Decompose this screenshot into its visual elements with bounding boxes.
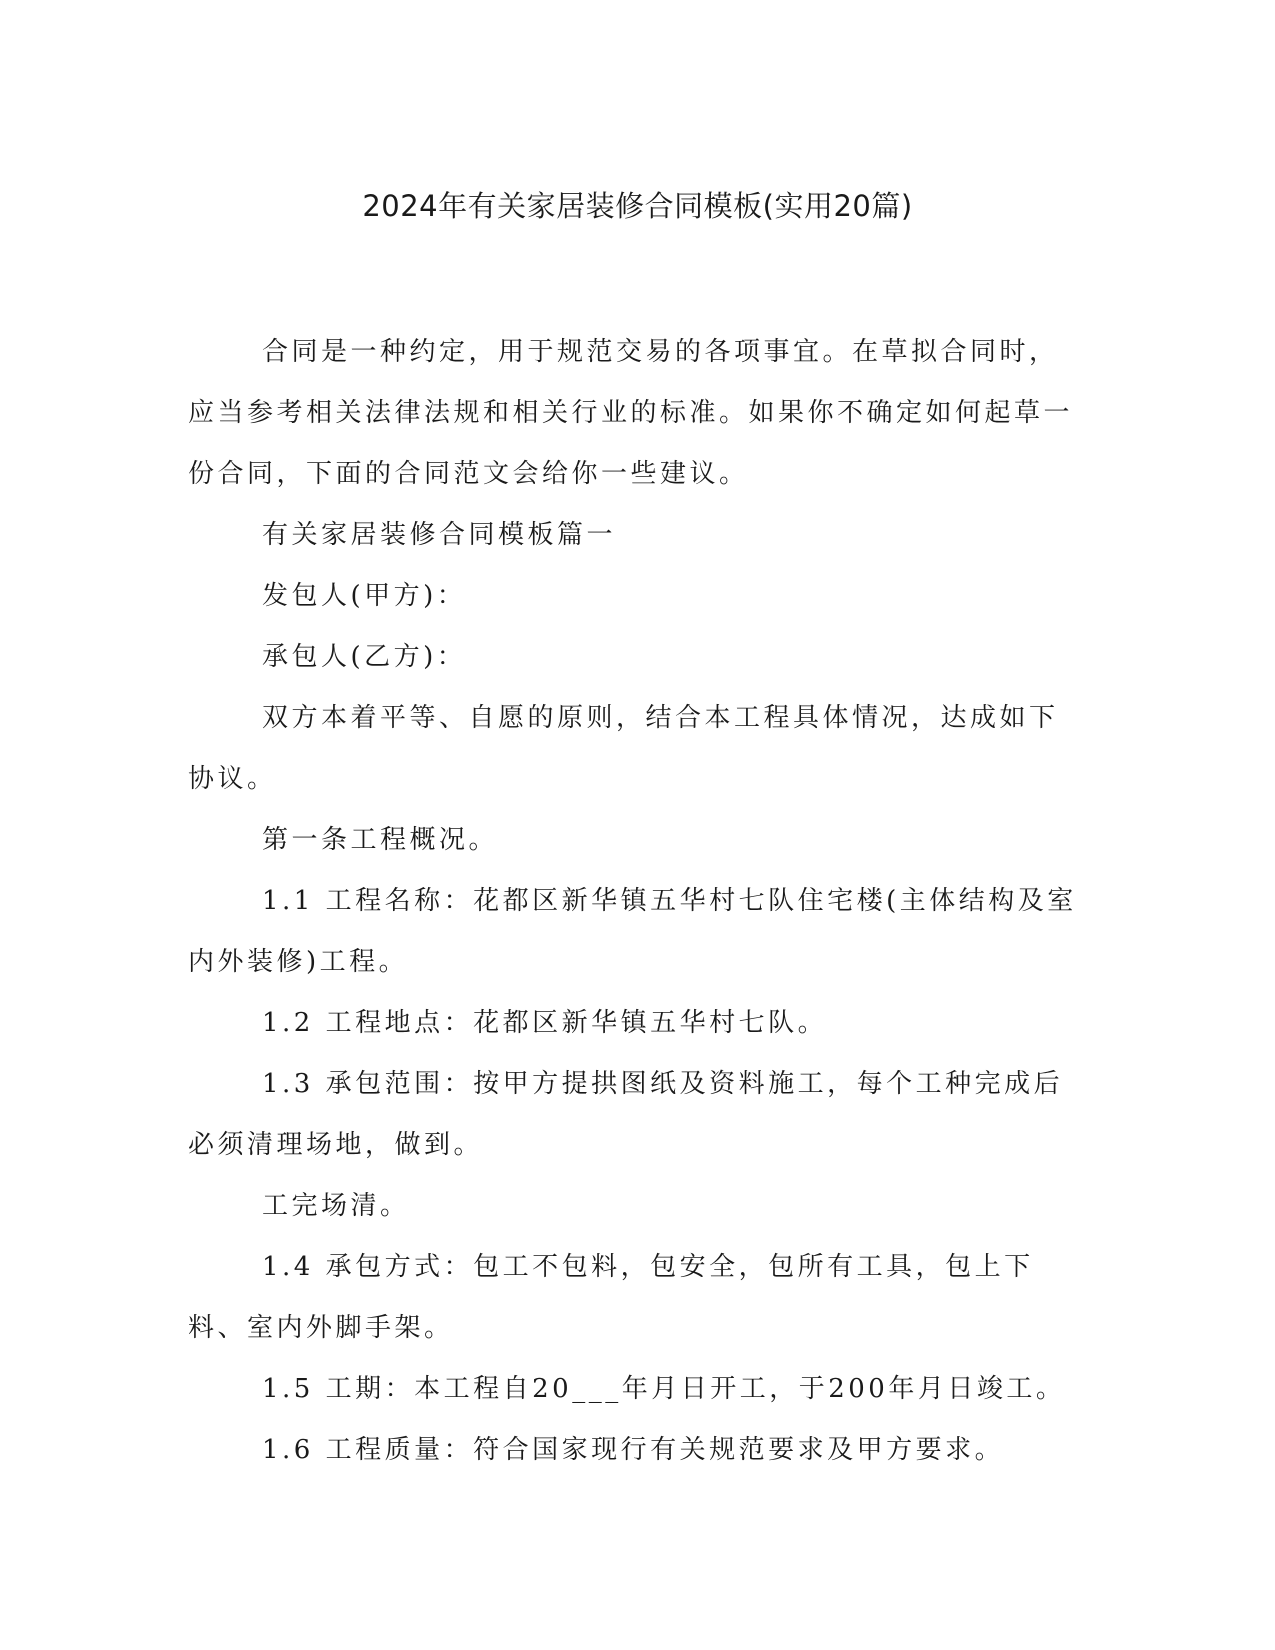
clause-1-3: 1.3 承包范围：按甲方提拱图纸及资料施工，每个工种完成后必须清理场地，做到。 — [188, 1069, 1064, 1160]
intro-paragraph: 合同是一种约定，用于规范交易的各项事宜。在草拟合同时，应当参考相关法律法规和相关行业的标准。如果你不确定如何起草一份合同，下面的合同范文会给你一些建议。 — [188, 337, 1074, 489]
clause-1-6: 1.6 工程质量：符合国家现行有关规范要求及甲方要求。 — [262, 1435, 1005, 1465]
clause-1-5: 1.5 工期：本工程自20___年月日开工，于200年月日竣工。 — [262, 1374, 1066, 1404]
section-heading: 有关家居装修合同模板篇一 — [262, 520, 617, 550]
agreement-paragraph: 双方本着平等、自愿的原则，结合本工程具体情况，达成如下协议。 — [188, 703, 1059, 794]
clause-1-4: 1.4 承包方式：包工不包料，包安全，包所有工具，包上下料、室内外脚手架。 — [188, 1252, 1034, 1343]
article-heading: 第一条工程概况。 — [262, 825, 499, 855]
party-a-line: 发包人(甲方)： — [262, 581, 467, 611]
party-b-line: 承包人(乙方)： — [262, 642, 467, 672]
clause-1-1: 1.1 工程名称：花都区新华镇五华村七队住宅楼(主体结构及室内外装修)工程。 — [188, 886, 1077, 977]
document-body — [188, 322, 1078, 1481]
clause-1-3-continued: 工完场清。 — [262, 1191, 410, 1221]
document-title: 2024年有关家居装修合同模板(实用20篇) — [362, 189, 913, 223]
clause-1-2: 1.2 工程地点：花都区新华镇五华村七队。 — [262, 1008, 828, 1038]
